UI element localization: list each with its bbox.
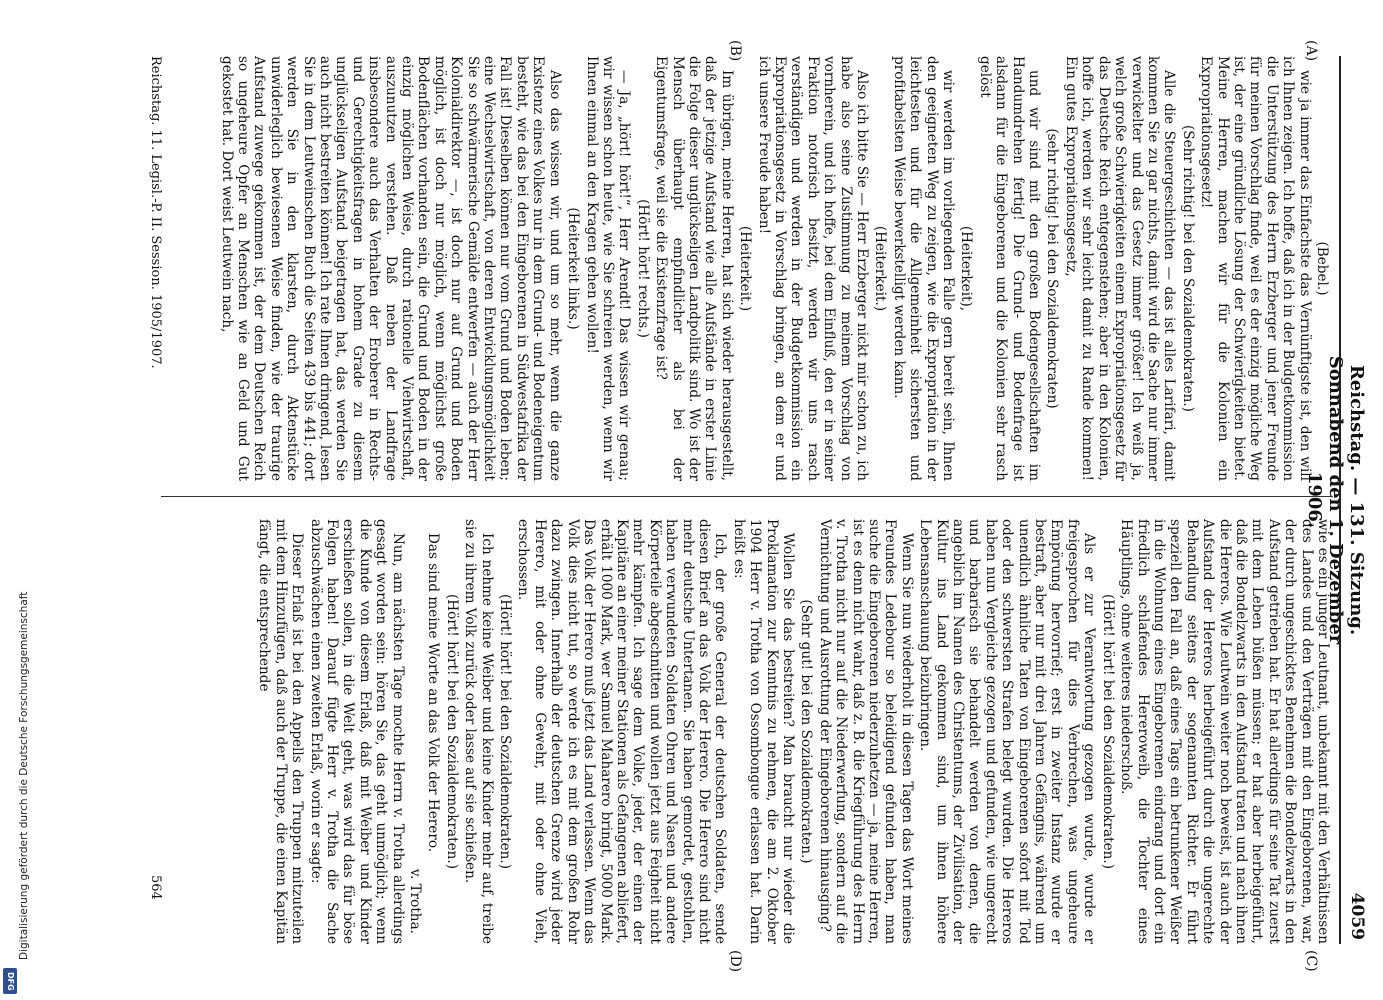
left_column-paragraph: (Heiterkeit.) [872,225,889,312]
right_column-paragraph: Wenn Sie nun wiederholt in diesen Tagen das Wort meines Freundes Ledebour so beleidigend gefunden haben, man suche die Eingeborenen niederzuhetzen — ja, meine Herren, ist es denn nicht wahr, daß z. B. die Kriegführung des Herrn v. Trotha nicht nur auf die Niederwerfung, sondern auf die Vernichtung und Ausrottung der Eingeborenen hinausging? [816,519,915,944]
left_column-paragraph: und wir sind mit den großen Bodengesellschaften im Handumdrehen fertig! Die Grund- und Bodenfrage ist alsdann für die Eingeborenen und die Kolonien sehr rasch gelöst [976,56,1043,481]
left_column-paragraph: Im übrigen, meine Herren, hat sich wieder herausgestellt, daß der jetzige Aufstand wie alle Aufstände in erster Linie die Folge dieser unglückseligen Landpolitik sind. Wo ist der Mensch überhaupt empfindlicher als bei der Eigentumsfrage, weil sie die Existenzfrage ist? [653,56,735,481]
right_column-paragraph: (Hört! hört! bei den Sozialdemokraten.) [497,593,514,869]
left_column-paragraph: Also ich bitte Sie — Herr Erzberger nickt mir schon zu, ich habe also seine Zustimmung zu meinem Vorschlag von vornherein, und ich hoffe, bei dem Einfluß, den er in seiner Fraktion notorisch besitzt, werden wir uns rasch verständigen und werden in der Budgetkommission ein Expropriationsgesetz in Vorschlag bringen, an dem er und ich unsere Freude haben! [755,56,871,481]
left_column-paragraph: (Sehr richtig! bei den Sozialdemokraten.) [1179,125,1196,412]
right_column-paragraph: Das sind meine Worte an das Volk der Herero. [425,533,442,853]
margin-mark-d: (D) [727,950,743,973]
right_column-paragraph: Ich nehme keine Weiber und keine Kinder mehr auf, treibe sie zu ihrem Volk zurück oder lasse auf sie schießen. [462,519,495,944]
left-column [151,56,1331,481]
right_column-paragraph: (Hört! hört! bei den Sozialdemokraten.) [443,593,460,869]
dfg-side-strip [2,591,30,995]
left_column-paragraph: (Heiterkeit links.) [565,207,582,330]
footer-session: Reichstag. 11. Legisl.-P. II. Session. 1905/1907. [148,56,163,369]
left_column-paragraph: Alle die Steuergeschichten — das ist alles Larifari, damit kommen Sie zu gar nichts, damit wird die Sache nur immer verwickelter und das Gesetz immer größer! Ich weiß ja, welch große Schwierigkeiten einem Expropriationsgesetz für das Deutsche Reich entgegenstehen; aber in den Kolonien, hoffe ich, werden wir sehr leicht damit zu Rande kommen! Ein gutes Expropriationsgesetz, [1062,56,1178,481]
dfg-logo-icon: DFG [3,968,17,994]
left_column-paragraph: (Hört! hört! rechts.) [634,199,651,338]
right_column-paragraph: Wollen Sie das bestreiten? Man braucht nur wieder die Proklamation zur Kenntnis zu nehmen, die am 2. Oktober 1904 Herr v. Trotha von Ossombongue erlassen hat. Darin heißt es: [730,519,796,944]
right_column-paragraph: Nun, am nächsten Tage mochte Herrn v. Trotha allerdings gesagt worden sein: hören Sie, das geht unmöglich; wenn die Kunde von diesem Erlaß, daß mit Weiber und Kinder erschießen sollen, in die Welt geht, was wird das für böse Folgen haben! Darauf fügte Herr v. Trotha die Sache abzuschwächen einen zweiten Erlaß, worin er sagte: [307,519,406,944]
left_column-paragraph: wie ja immer das Einfachste das Vernünftigste ist, den will ich Ihnen zeigen. Ich hoffe, daß ich in der Budgetkommission die Unterstützung des Herrn Erzberger und jener Freunde für meinen Vorschlag finde, weil es der einzig mögliche Weg ist, der eine gründliche Lösung der Schwierigkeiten bietet. Meine Herren, machen wir für die Kolonien ein Expropriationsgesetz! [1198,56,1313,481]
right_column-paragraph: v. Trotha. [407,868,424,934]
right_column-paragraph: Als er zur Verantwortung gezogen wurde, wurde er freigesprochen für dies Verbrechen, was ungeheure Empörung hervorrief; erst in zweiter Instanz wurde er bestraft, aber nur mit drei Jahren Gefängnis, während um unendlich ähnliche Taten von Eingeborenen sofort mit Tod oder den schwersten Strafen belegt wurden. Die Hereros haben nun Vergleiche gezogen und gefunden, wie ungerecht und barbarisch sie behandelt werden von denen, die angeblich im Namen des Christentums, der Zivilisation, der Kultur ins Land gekommen sind, um ihnen höhere Lebensanschauung beizubringen. [917,519,1098,944]
left_column-paragraph: (Heiterkeit), [958,225,975,312]
margin-mark-c: (C) [1303,950,1319,972]
margin-mark-b: (B) [727,40,743,62]
right-column [151,519,1331,944]
dfg-funding-text: Digitalisierung gefördert durch die Deutsche Forschungsgemeinschaft [18,591,30,960]
header-title: Reichstag. — 131. Sitzung. Sonnabend den 1. Dezember 1906. [1304,355,1367,645]
left_column-paragraph: wir werden im vorliegenden Falle gern bereit sein, Ihnen den geeigneten Weg zu zeigen, wie die Expropriation in der leichtesten und für die Allgemeinheit sichersten und profitabelsten Weise bewerkstelligt werden kann. [890,56,957,481]
left_column-paragraph: (Bebel.) [1314,241,1330,296]
header-rule [1339,56,1341,944]
header-page-number: 4059 [1347,892,1367,940]
rotated-page [93,0,1383,1000]
right_column-paragraph: (Sehr gut! bei den Sozialdemokraten.) [798,599,815,864]
right_column-paragraph: Ich, der große General der deutschen Soldaten, sende diesen Brief an das Volk der Herero. Die Herero sind nicht mehr deutsche Untertanen. Sie haben gemordet, gestohlen, haben verwundeten Soldaten Ohren und Nasen und andere Körperteile abgeschnitten und wollen jetzt aus Feigheit nicht mehr kämpfen. Ich sage dem Volke, jeder, der einen der Kapitäne an einer meiner Stationen als Gefangenen abliefert, erhält 1000 Mark, wer Samuel Maharero bringt, 5000 Mark. Das Volk der Herero muß jetzt das Land verlassen. Wenn das Volk dies nicht tut, so werde ich es mit dem großen Rohr dazu zwingen. Innerhalb der deutschen Grenze wird jeder Herero, mit oder ohne Gewehr, mit oder ohne Vieh, erschossen. [515,519,729,944]
left_column-paragraph: — Ja, „hört! hört!“, Herr Arendt! Das wissen wir genau; wir wissen schon heute, wie Sie schreien werden, wenn wir Ihnen einmal an den Kragen gehen wollen! [583,56,633,481]
right_column-paragraph: Dieser Erlaß ist bei den Appells den Truppen mitzuteilen mit dem Hinzufügen, daß auch der Truppe, die einen Kapitän fängt, die entsprechende [256,519,306,944]
right_column-paragraph: (Hört! hört! bei den Sozialdemokraten.) [1099,593,1116,869]
column-divider [161,496,1331,497]
right_column-paragraph: wie es ein junger Leutnant, unbekannt mit den Verhältnissen des Landes und den Verträgen mit den Eingeborenen, war, der durch ungeschicktes Benehmen die Bondelzwarts in den Aufstand getrieben hat. Er hat allerdings für seine Tat zuerst mit dem Leben büßen müssen; er hat aber herbeigeführt, daß die Bondelzwarts in den Aufstand traten und nach ihnen die Hereros. Wie Leutwein weiter noch beweist, ist auch der Aufstand der Hereros herbeigeführt durch die ungerechte Behandlung seitens der sogenannten Richter. Er führt speziell den Fall an, daß eines Tags ein betrunkener Weißer in die Wohnung eines Eingeborenen eindrang und dort ein friedlich schlafendes Hereroweib, die Tochter eines Häuptlings, ohne weiteres niederschoß. [1118,519,1331,944]
left_column-paragraph: Also das wissen wir, und um so mehr, wenn die ganze Existenz eines Volkes nur in dem Grund- und Bodeneigentum besteht, wie das bei den Eingeborenen in Südwestafrika der Fall ist! Dieselben können nur vom Grund und Boden leben; eine Wechselwirtschaft, von deren Entwicklungsmöglichkeit Sie so schwärmerische Gemälde entwerfen — auch der Herr Kolonialdirektor —, ist doch nur auf Grund und Boden möglich, ist doch nur möglich, wenn möglichst große Bodenflächen vorhanden sein, die Grund und Boden in der einzig möglichen Weise, durch rationelle Viehwirtschaft, auszunutzen verstehen. Daß neben der Landfrage insbesondere auch das Verhalten der Eroberer in Rechts- und Gerechtigkeitsfragen in hohem Grade zu diesem unglückseligen Aufstand beigetragen hat, das werden Sie auch nicht bestreiten können! Ich rate Ihnen dringend, lesen Sie in dem Leutweinschen Buch die Seiten 439 bis 441; dort werden Sie in den klarsten, durch Aktenstücke unwiderleglich bewiesenen Weise finden, wie der traurige Aufstand zuwege gekommen ist, der dem Deutschen Reich so ungeheure Opfer an Menschen wie an Geld und Gut gekostet hat. Dort weist Leutwein nach, [218,56,563,481]
margin-mark-a: (A) [1303,40,1319,62]
left_column-paragraph: (sehr richtig! bei den Sozialdemokraten) [1044,128,1061,409]
left_column-paragraph: (Heiterkeit.) [737,225,754,312]
footer-page-number: 564 [148,875,163,900]
